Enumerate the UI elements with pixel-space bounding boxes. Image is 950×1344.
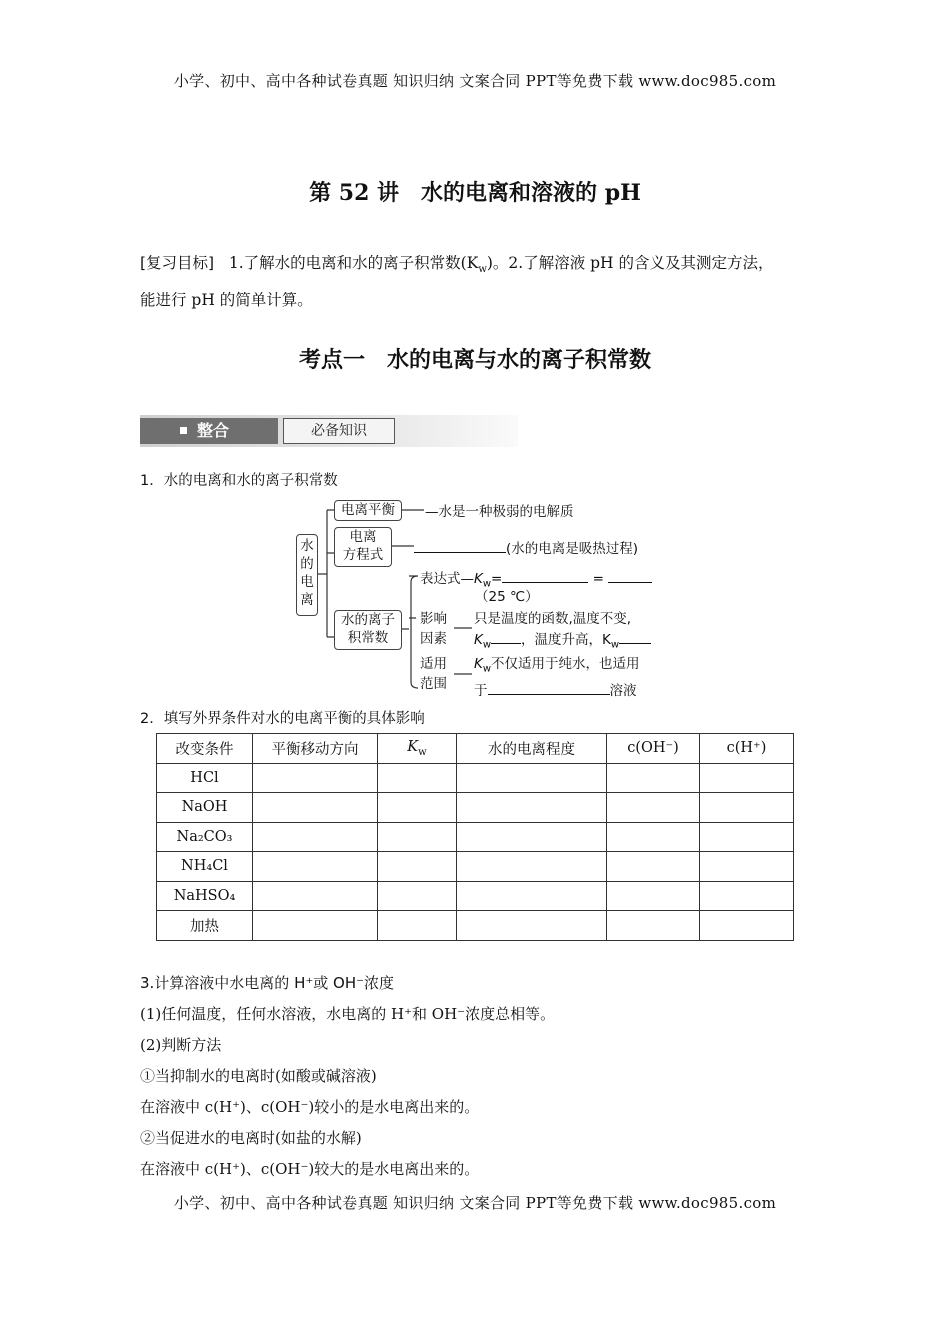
col-header: 平衡移动方向 [253,734,378,764]
table-row: HCl [157,763,794,793]
item3-p1: (1)任何温度，任何水溶液，水电离的 H⁺和 OH⁻浓度总相等。 [140,1005,556,1023]
box-ionization-equilibrium: 电离平衡 [334,500,402,521]
goal-line1-sub: w [478,264,487,276]
goal-line1-tail: )。2.了解溶液 pH 的含义及其测定方法， [486,254,774,272]
item3-p5: ②当促进水的电离时(如盐的水解) [140,1129,362,1147]
root-box: 水 的 电 离 [296,534,318,616]
expr-temp: （25 ℃） [475,589,539,605]
infl-text: 只是温度的函数,温度不变, $K_w$ ，温度升高，$K_w$ [474,609,651,656]
blank-infl2[interactable] [619,629,651,644]
blank-expr2[interactable] [608,568,652,583]
item1-heading: 1．水的电离和水的离子积常数 [140,473,338,489]
col-header: c(OH⁻) [607,734,700,764]
goal-line1: 1.了解水的电离和水的离子积常数(K [228,254,479,272]
b2-desc: (水的电离是吸热过程) [414,537,638,557]
b1-desc: —水是一种极弱的电解质 [425,504,574,520]
blank-app[interactable] [488,680,610,695]
page-header: 小学、初中、高中各种试卷真题 知识归纳 文案合同 PPT等免费下载 www.doc985.com [173,72,777,90]
col-header: 改变条件 [157,734,253,764]
table-row: 加热 [157,911,794,941]
table-row: Na₂CO₃ [157,822,794,852]
goal-line2: 能进行 pH 的简单计算。 [140,291,313,310]
expr-line: 表达式$—K_w=$ = [420,567,652,590]
blank-expr1[interactable] [502,568,588,583]
table-header-row [157,734,794,764]
item3-p3: ①当抑制水的电离时(如酸或碱溶液) [140,1067,377,1085]
item3-p2: (2)判断方法 [140,1036,222,1054]
col-header: c(H⁺) [700,734,794,764]
item3-p4: 在溶液中 c(H⁺)、c(OH⁻)较小的是水电离出来的。 [140,1098,480,1116]
table-row: NaOH [157,793,794,823]
infl-label: 影响 因素 [420,611,447,647]
item3-p6: 在溶液中 c(H⁺)、c(OH⁻)较大的是水电离出来的。 [140,1160,480,1178]
app-text: $K_w$不仅适用于纯水，也适用 于 溶液 [474,656,640,699]
banner-left: 整合 [140,418,278,444]
page-title: 第 52 讲 水的电离和溶液的 pH [309,180,641,206]
conditions-table [156,733,794,941]
section-title: 考点一 水的电离与水的离子积常数 [298,347,651,373]
item2-heading: 2．填写外界条件对水的电离平衡的具体影响 [140,711,425,727]
table-row: NaHSO₄ [157,881,794,911]
item3-heading: 3.计算溶液中水电离的 H⁺或 OH⁻浓度 [140,974,395,992]
col-header: $K_w$ [378,734,457,764]
app-label: 适用 范围 [420,656,447,692]
goal-tag: [复习目标] [140,254,215,272]
box-ionization-equation: 电离 方程式 [334,527,392,567]
banner-right: 必备知识 [283,418,395,444]
page-footer: 小学、初中、高中各种试卷真题 知识归纳 文案合同 PPT等免费下载 www.doc985.com [173,1194,777,1212]
table-row: NH₄Cl [157,852,794,882]
blank-equation[interactable] [414,538,506,553]
col-header: 水的电离程度 [457,734,607,764]
box-ion-product: 水的离子 积常数 [334,610,402,650]
blank-infl1[interactable] [491,629,521,644]
